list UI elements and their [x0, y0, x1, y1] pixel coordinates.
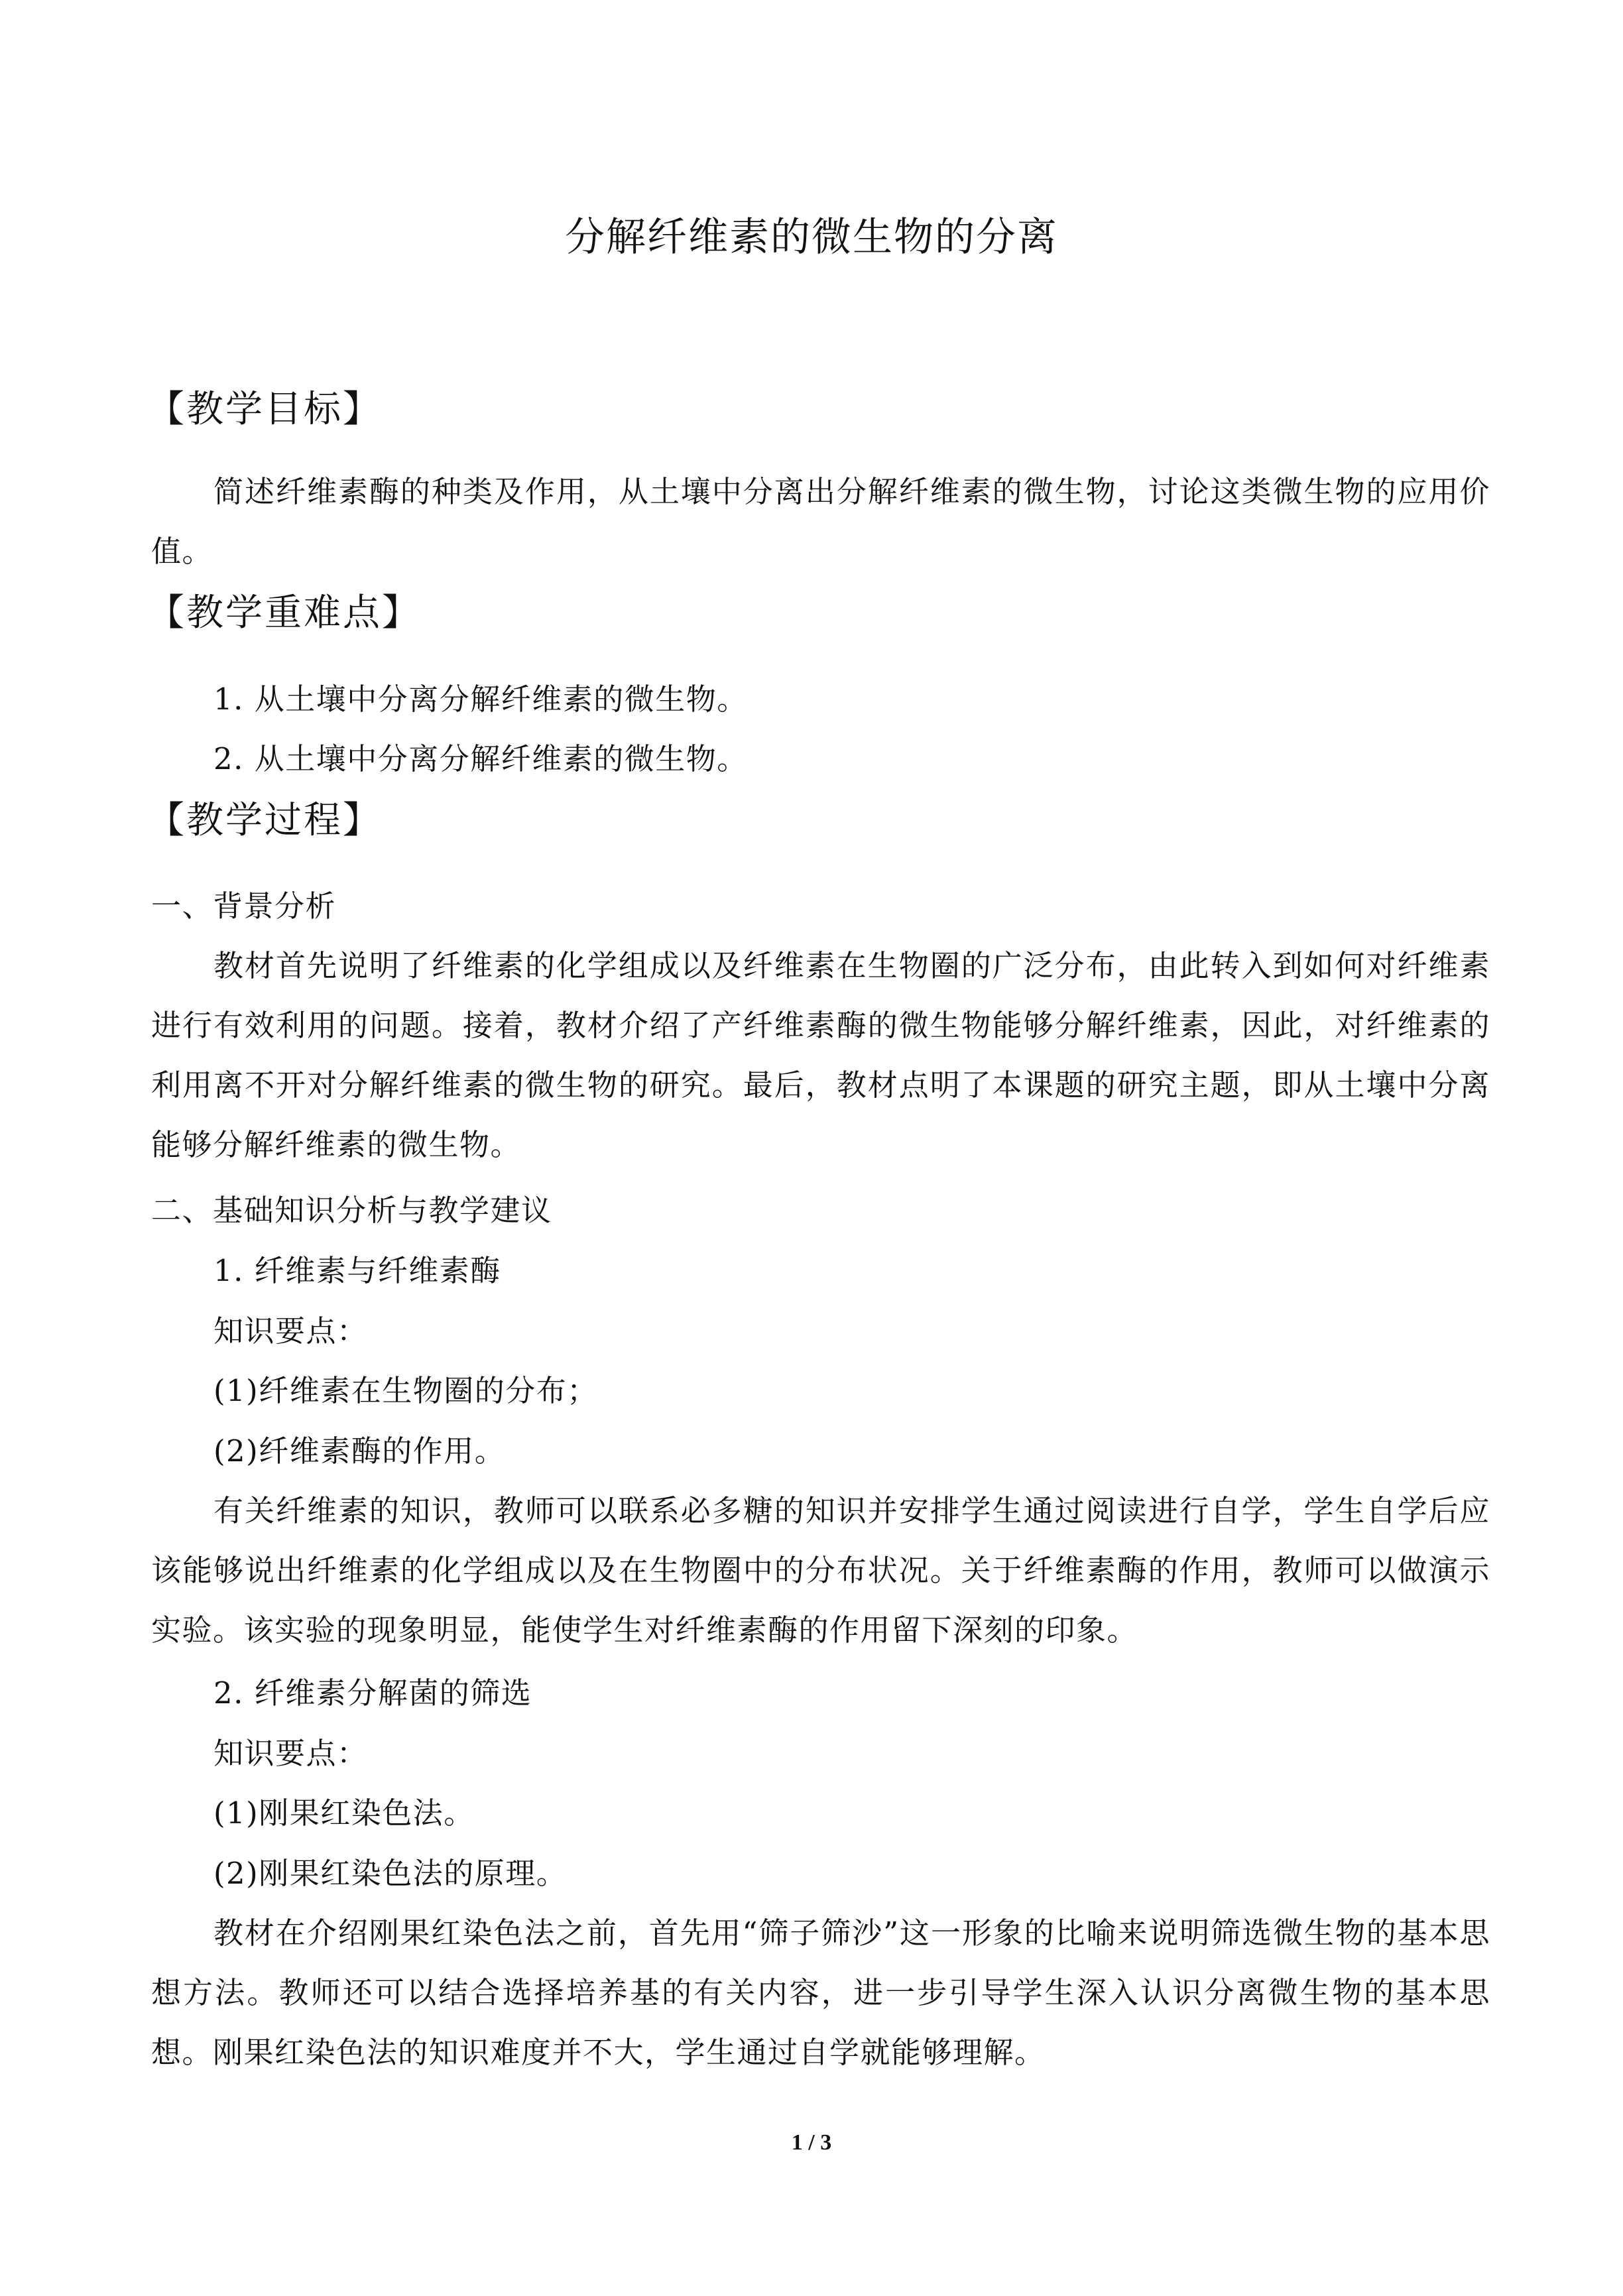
objectives-heading: 【教学目标】 [147, 388, 382, 431]
section-heading: 二、基础知识分析与教学建议 [151, 1193, 552, 1228]
process-heading: 【教学过程】 [147, 799, 382, 842]
section-paragraph: 教材在介绍刚果红染色法之前，首先用“筛子筛沙”这一形象的比喻来说明筛选微生物的基本思想方法。教师还可以结合选择培养基的有关内容，进一步引导学生深入认识分离微生物的基本思想。刚果红染色法的知识难度并不大，学生通过自学就能够理解。 [151, 1915, 1490, 2070]
key-point-item: 1. 从土壤中分离分解纤维素的微生物。 [213, 682, 748, 717]
knowledge-point: (1)刚果红染色法。 [213, 1795, 475, 1831]
subsection-heading: 2. 纤维素分解菌的筛选 [213, 1675, 532, 1711]
knowledge-label: 知识要点： [213, 1736, 368, 1771]
key-points-heading: 【教学重难点】 [147, 591, 421, 634]
knowledge-point: (2)纤维素酶的作用。 [213, 1433, 506, 1469]
document-title: 分解纤维素的微生物的分离 [565, 214, 1058, 261]
subsection-heading: 1. 纤维素与纤维素酶 [213, 1253, 501, 1288]
section-paragraph: 有关纤维素的知识，教师可以联系必多糖的知识并安排学生通过阅读进行自学，学生自学后应该能够说出纤维素的化学组成以及在生物圈中的分布状况。关于纤维素酶的作用，教师可以做演示实验。该实验的现象明显，能使学生对纤维素酶的作用留下深刻的印象。 [151, 1493, 1490, 1648]
knowledge-label: 知识要点： [213, 1313, 368, 1349]
knowledge-point: (1)纤维素在生物圈的分布； [213, 1373, 598, 1408]
section-paragraph: 教材首先说明了纤维素的化学组成以及纤维素在生物圈的广泛分布，由此转入到如何对纤维素进行有效利用的问题。接着，教材介绍了产纤维素酶的微生物能够分解纤维素，因此，对纤维素的利用离不开对分解纤维素的微生物的研究。最后，教材点明了本课题的研究主题，即从土壤中分离能够分解纤维素的微生物。 [151, 948, 1490, 1162]
objectives-text: 简述纤维素酶的种类及作用，从土壤中分离出分解纤维素的微生物，讨论这类微生物的应用价值。 [151, 474, 1490, 569]
knowledge-point: (2)刚果红染色法的原理。 [213, 1856, 568, 1891]
key-point-item: 2. 从土壤中分离分解纤维素的微生物。 [213, 741, 748, 776]
section-heading: 一、背景分析 [151, 888, 337, 924]
page-number: 1 / 3 [791, 2130, 832, 2155]
